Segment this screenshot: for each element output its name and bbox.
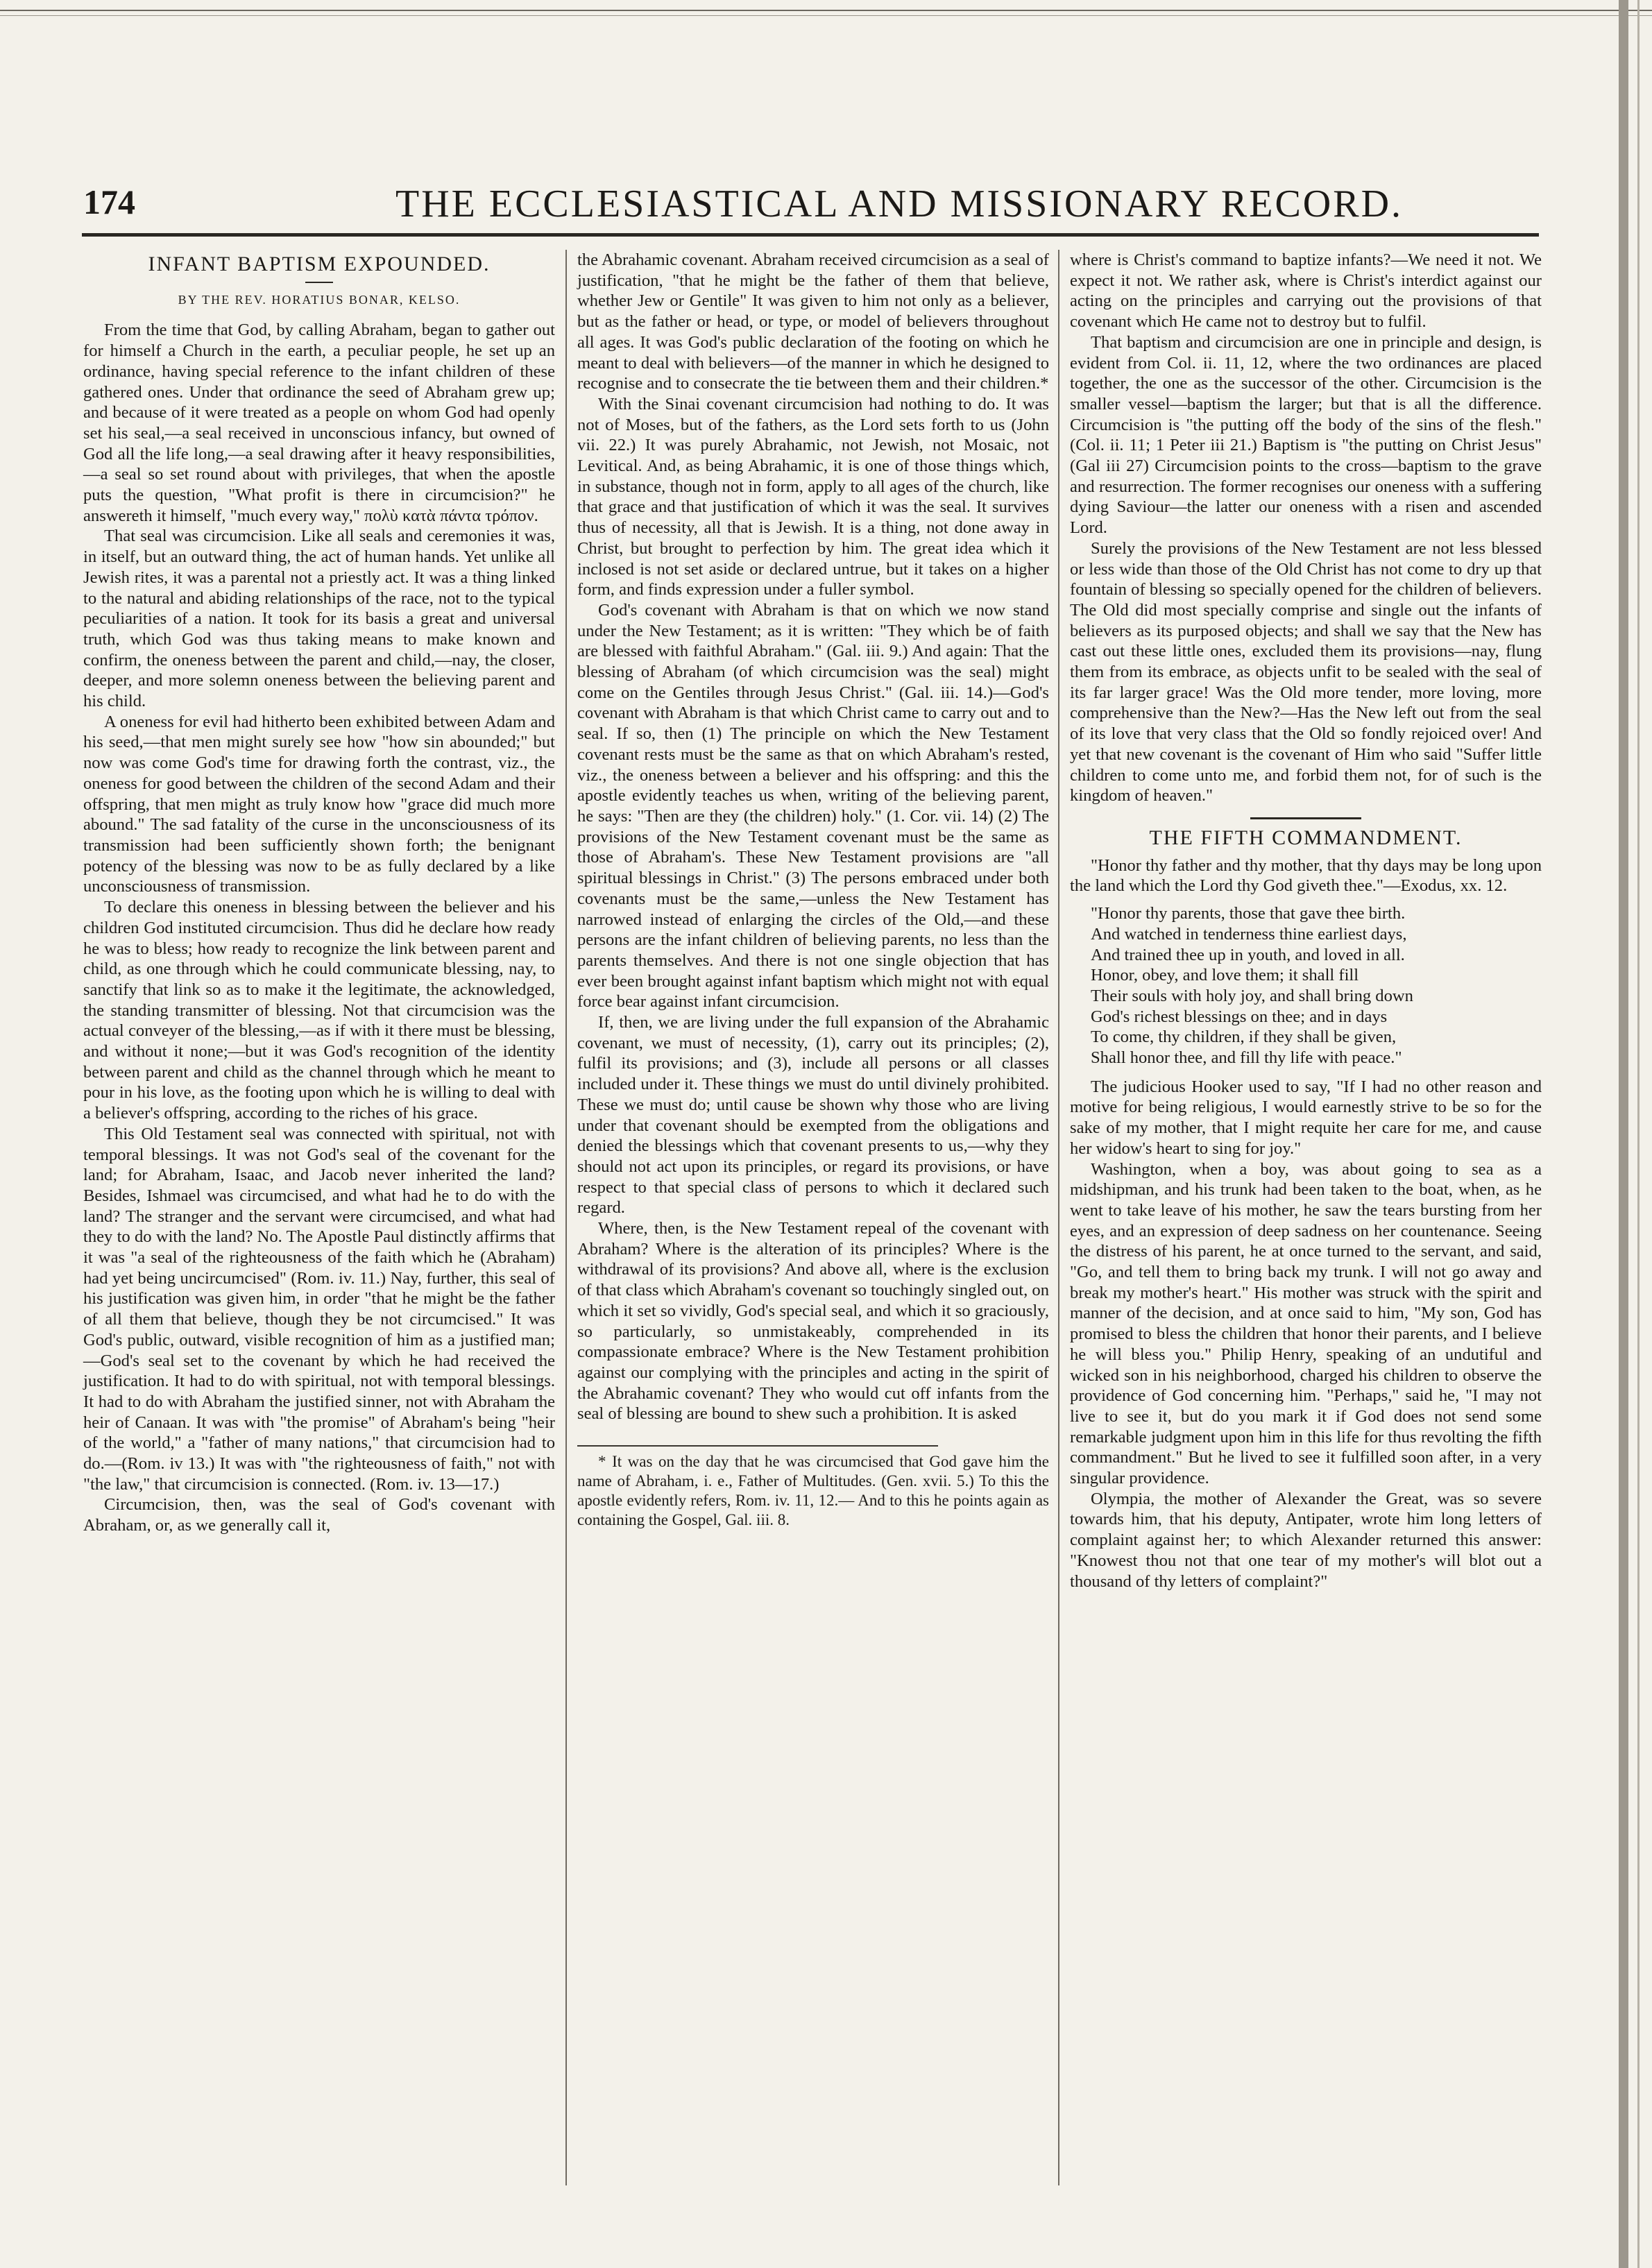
binding-edge-inner xyxy=(1637,0,1640,2268)
paragraph: That seal was circumcision. Like all seals and ceremonies it was, in itself, but an outward thing, the act of human hands. Yet unlike all Jewish rites, it was a parental not a priestly act. It was a thing linked to the natural and abiding relationships of the race, not to the typical peculiarities of a nation. It took for its basis a great and universal truth, which God was thus taking means to make known and confirm, the oneness between the parent and child,—nay, the closer, deeper, and more solemn oneness between the believing parent and his child. xyxy=(83,527,555,711)
paragraph: where is Christ's command to baptize infants?—We need it not. We expect it not. We rather ask, where is Christ's interdict against our acting on the principles and carrying out the provisions of that covenant which He came not to destroy but to fulfil. xyxy=(1070,250,1542,332)
paragraph: If, then, we are living under the full expansion of the Abrahamic covenant, we must of necessity, (1), carry out its principles; (2), fulfil its provisions; and (3), include all persons or all classes included under it. These things we must do until divinely prohibited. These we must do; until cause be shown why those who are living under that covenant should be exempted from the obligations and denied the blessings which that covenant presents to us,—why they should not act upon its principles, or regard its provisions, or have respect to that special class of persons to which it declared such regard. xyxy=(577,1013,1049,1218)
paragraph: From the time that God, by calling Abraham, began to gather out for himself a Church in the earth, a peculiar people, he set up an ordinance, having special reference to the infant children of these gathered ones. Under that ordinance the seed of Abraham grew up; and because of it were treated as a people on whom God had openly set his seal,—a seal received in unconscious infancy, but owned of God all the life long,—a seal drawing after it heavy responsibilities,—a seal so set round about with privileges, that when the apostle puts the question, "What profit is there in circumcision?" he answereth it himself, "much every way," πολὺ κατὰ πάντα τρόπον. xyxy=(83,321,555,525)
top-border xyxy=(0,10,1652,11)
paragraph: A oneness for evil had hitherto been exhibited between Adam and his seed,—that men might surely see how "how sin abounded;" but now was come God's time for drawing forth the contrast, viz., the oneness for good between the children of the second Adam and their offspring, that men might as truly know how "grace did much more abound." The sad fatality of the curse in the unconsciousness of its transmission had been sufficiently shown forth; the benignant potency of the blessing was now to be as fully declared by a like unconsciousness of transmission. xyxy=(83,712,555,896)
poem-line: Shall honor thee, and fill thy life with peace." xyxy=(1091,1048,1402,1068)
poem-line: To come, thy children, if they shall be given, xyxy=(1091,1028,1397,1047)
paragraph: the Abrahamic covenant. Abraham received circumcision as a seal of justification, "that he might be the father of them that believe, whether Jew or Gentile" It was given to him not only as a believer, but as the father or head, or type, or model of believers throughout all ages. It was God's public declaration of the footing on which he meant to deal with believers—of the manner in which he designed to recognise and to consecrate the tie between them and their children.* xyxy=(577,250,1049,393)
article-title: INFANT BAPTISM EXPOUNDED. xyxy=(148,253,491,275)
poem xyxy=(1091,903,1542,1068)
paragraph: Surely the provisions of the New Testament are not less blessed or less wide than those of the Old Christ has not come to dry up that fountain of blessing so specially opened for the children of believers. The Old did most specially comprise and single out the infants of believers as its purposed objects; and shall we say that the New has cast out these little ones, excluded them its provisions—nay, flung them from its embrace, as objects unfit to be sealed with the seal of its far larger grace! Was the Old more tender, more loving, more comprehensive than the New?—Has the New left out from the seal of its love that very class that the Old so fondly rejoiced over! And yet that new covenant is the covenant of Him who said "Suffer little children to come unto me, and forbid them not, for of such is the kingdom of heaven." xyxy=(1070,538,1542,805)
paragraph: Where, then, is the New Testament repeal of the covenant with Abraham? Where is the alteration of its principles? Where is the withdrawal of its provisions? And above all, where is the exclusion of that class which Abraham's covenant so touchingly singled out, on which it set so vividly, God's special seal, and which it so graciously, so particularly, so unmistakeably, comprehended in its compassionate embrace? Where is the New Testament prohibition against our complying with the principles and acting in the spirit of the Abrahamic covenant? They who would cut off infants from the seal of blessing are bound to shew such a prohibition. It is asked xyxy=(577,1219,1049,1424)
poem-line: Honor, obey, and love them; it shall fill xyxy=(1091,966,1359,985)
footnote-text: * It was on the day that he was circumcised that God gave him the name of Abraham, i. e., Father of Multitudes. (Gen. xvii. 5.) To this the apostle evidently refers, Rom. iv. 11, 12.— And to this he points again as containing the Gospel, Gal. iii. 8. xyxy=(577,1453,1049,1529)
article-byline: BY THE REV. HORATIUS BONAR, KELSO. xyxy=(178,292,461,307)
footnote-rule xyxy=(577,1445,938,1447)
paragraph: God's covenant with Abraham is that on which we now stand under the New Testament; as it is written: "They which be of faith are blessed with faithful Abraham." (Gal. iii. 9.) And again: That the blessing of Abraham (of which circumcision was the seal) might come on the Gentiles through Jesus Christ." (Gal. iii. 14.)—God's covenant with Abraham is that which Christ came to carry out and to seal. If so, then (1) The principle on which the New Testament covenant rests must be the same as that on which Abraham's rested, viz., the oneness between a believer and his offspring: and this the apostle evidently teaches us when, writing of the believing parent, he says: "Then are they (the children) holy." (1. Cor. vii. 14) (2) The provisions of the New Testament covenant must be the same as those of Abraham's. These New Testament provisions are "all spiritual blessings in Christ." (3) The persons embraced under both covenants must be the same,—unless the New Testament has narrowed instead of enlarging the circles of the Old,—and these persons are the infant children of believing parents, no less than the parents themselves. And there is not one single objection that has ever been brought against infant baptism which might not with equal force bear against infant circumcision. xyxy=(577,600,1049,1012)
header-rule xyxy=(82,233,1539,237)
paragraph: That baptism and circumcision are one in principle and design, is evident from Col. ii. 11, 12, where the two ordinances are placed together, the one as the successor of the other. Circumcision is the smaller vessel—baptism the larger; but that is all the difference. Circumcision is "the putting off the body of the sins of the flesh." (Col. ii. 11; 1 Peter iii 21.) Baptism is "the putting on Christ Jesus" (Gal iii 27) Circumcision points to the cross—baptism to the grave and resurrection. The former recognises our oneness with a suffering dying Saviour—the latter our oneness with a risen and ascended Lord. xyxy=(1070,332,1542,538)
top-border-inner xyxy=(0,15,1652,16)
poem-line: "Honor thy parents, those that gave thee birth. xyxy=(1091,904,1406,923)
paragraph: Washington, when a boy, was about going to sea as a midshipman, and his trunk had been taken to the boat, when, as he went to take leave of his mother, he saw the tears bursting from her eyes, and an expression of deep sadness on her countenance. Seeing the distress of his parent, he at once turned to the servant, and said, "Go, and tell them to bring back my trunk. I will not go away and break my mother's heart." His mother was struck with the spirit and manner of the decision, and at once said to him, "My son, God has promised to bless the children that honor their parents, and I believe he will bless you." Philip Henry, speaking of an undutiful and wicked son in his neighborhood, charged his children to observe the providence of God concerning him. "Perhaps," said he, "I may not live to see it, but do you mark it if God does not send some remarkable judgment upon him in this life for thus revolting the fifth commandment." But he lived to see it fulfilled soon after, in a very singular providence. xyxy=(1070,1159,1542,1488)
column-2 xyxy=(577,250,1049,1530)
epigraph: "Honor thy father and thy mother, that thy days may be long upon the land which the Lord thy God giveth thee."—Exodus, xx. 12. xyxy=(1070,855,1542,896)
column-rule-2 xyxy=(1058,250,1059,2185)
paragraph: Olympia, the mother of Alexander the Great, was so severe towards him, that his deputy, Antipater, wrote him long letters of complaint against her; to which Alexander returned this answer: "Knowest thou not that one tear of my mother's will blot out a thousand of thy letters of complaint?" xyxy=(1070,1489,1542,1591)
poem-line: And trained thee up in youth, and loved in all. xyxy=(1091,945,1405,964)
poem-line: God's richest blessings on thee; and in days xyxy=(1091,1007,1388,1026)
poem-line: And watched in tenderness thine earliest days, xyxy=(1091,924,1407,944)
paragraph: The judicious Hooker used to say, "If I had no other reason and motive for being religious, I would earnestly strive to be so for the sake of my mother, that I might requite her care for me, and cause her widow's heart to sing for joy." xyxy=(1070,1077,1542,1158)
poem-line: Their souls with holy joy, and shall bring down xyxy=(1091,986,1413,1005)
paragraph: With the Sinai covenant circumcision had nothing to do. It was not of Moses, but of the fathers, as the Lord sets forth to us (John vii. 22.) It was purely Abrahamic, not Jewish, not Mosaic, not Levitical. And, as being Abrahamic, it is one of those things which, in substance, though not in form, apply to all ages of the church, like that grace and that justification of which it was the seal. It survives thus of necessity, all that is Jewish. It is a thing, not done away in Christ, but brought to perfection by him. The great idea which it inclosed is not set aside or declared untrue, but it takes on a higher form, and finds expression under a fuller symbol. xyxy=(577,394,1049,599)
paragraph: To declare this oneness in blessing between the believer and his children God instituted circumcision. Thus did he declare how ready he was to bless; how ready to recognize the link between parent and child, as one through which he could communicate blessing, nay, to sanctify that link so as to make it the legitimate, the acknowledged, the standing transmitter of blessing. Not that circumcision was the actual conveyer of the blessing,—as if with it there must be blessing, and without it none;—but it was God's recognition of the identity between parent and child as the channel through which he meant to pour in his love, as the footing upon which he is willing to deal with a believer's offspring, according to the riches of his grace. xyxy=(83,898,555,1123)
binding-edge xyxy=(1619,0,1628,2268)
column-1 xyxy=(83,250,555,1536)
column-rule-1 xyxy=(565,250,567,2185)
footnote xyxy=(577,1452,1049,1530)
article-title: THE FIFTH COMMANDMENT. xyxy=(1149,826,1463,849)
paragraph: This Old Testament seal was connected with spiritual, not with temporal blessings. It was not God's seal of the covenant for the land; for Abraham, Isaac, and Jacob never inherited the land? Besides, Ishmael was circumcised, and what had he to do with the land? The stranger and the servant were circumcised, and what had they to do with the land? No. The Apostle Paul distinctly affirms that it was "a seal of the righteousness of the faith which he (Abraham) had yet being uncircumcised" (Rom. iv. 11.) Nay, further, this seal of his justification was given him, in order "that he might be the father of all them that believe, though they be not circumcised." It was God's public, outward, visible recognition of him as a justified man;—God's seal set to the covenant by which he had received the justification. It had to do with spiritual, not with temporal blessings. It had to do with Abraham the justified sinner, not with Abraham the heir of Canaan. It was with "the promise" of Abraham's being "heir of the world," a "father of many nations," that circumcision had to do.—(Rom. iv 13.) It was with "the righteousness of faith," not with "the law," that circumcision is connected. (Rom. iv. 13—17.) xyxy=(83,1124,555,1494)
page-number: 174 xyxy=(83,182,135,221)
section-ornament xyxy=(1250,817,1361,819)
title-separator xyxy=(305,282,333,283)
column-3 xyxy=(1070,250,1542,1592)
running-head: THE ECCLESIASTICAL AND MISSIONARY RECORD. xyxy=(395,182,1404,225)
paragraph: Circumcision, then, was the seal of God's covenant with Abraham, or, as we generally call it, xyxy=(83,1495,555,1535)
